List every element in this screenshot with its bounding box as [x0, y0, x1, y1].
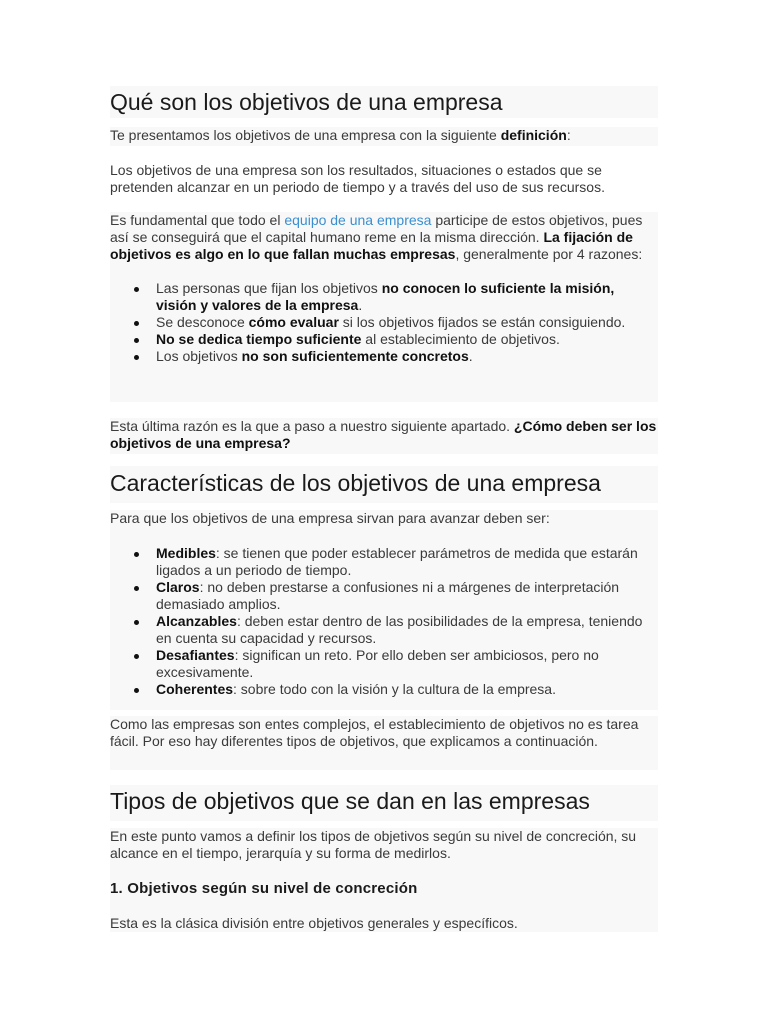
section-1-title-block	[110, 86, 658, 118]
list-item: Claros: no deben prestarse a confusiones ni a márgenes de interpretación demasiado amplios.	[156, 579, 658, 613]
equipo-empresa-link[interactable]: equipo de una empresa	[284, 212, 432, 228]
section-2-closing-block	[110, 716, 658, 770]
section-1-paragraph-2: Es fundamental que todo el equipo de una empresa participe de estos objetivos, pues así se conseguirá que el capital humano reme en la misma dirección. La fijación de objetivos es algo en lo que fallan muchas empresas, generalmente por 4 razones:	[110, 212, 643, 262]
section-1-definition-block	[110, 162, 658, 196]
list-item: Alcanzables: deben estar dentro de las posibilidades de la empresa, teniendo en cuenta su capacidad y recursos.	[156, 613, 658, 647]
section-1-reasons-block	[110, 212, 658, 402]
bullet-icon	[134, 338, 139, 343]
section-3-intro: En este punto vamos a definir los tipos de objetivos según su nivel de concreción, su alcance en el tiempo, jerarquía y su forma de medirlos.	[110, 828, 637, 861]
bullet-icon	[134, 552, 139, 557]
bullet-icon	[134, 586, 139, 591]
bullet-icon	[134, 688, 139, 693]
list-item: Se desconoce cómo evaluar si los objetivos fijados se están consiguiendo.	[156, 314, 658, 331]
section-1-intro-block	[110, 127, 658, 146]
reasons-list	[110, 280, 658, 365]
list-item: No se dedica tiempo suficiente al establecimiento de objetivos.	[156, 331, 658, 348]
bullet-icon	[134, 321, 139, 326]
section-2-intro: Para que los objetivos de una empresa sirvan para avanzar deben ser:	[110, 510, 550, 526]
bullet-icon	[134, 654, 139, 659]
section-1-closing-block	[110, 418, 658, 454]
characteristics-list	[110, 545, 658, 698]
bullet-icon	[134, 355, 139, 360]
section-3-title-block	[110, 785, 658, 821]
list-item: Las personas que fijan los objetivos no conocen lo suficiente la misión, visión y valores de la empresa.	[156, 280, 658, 314]
section-3-body-block	[110, 828, 658, 932]
section-1-definition: Los objetivos de una empresa son los resultados, situaciones o estados que se pretenden alcanzar en un periodo de tiempo y a través del uso de sus recursos.	[110, 162, 605, 195]
section-3-subheading: 1. Objetivos según su nivel de concreción	[110, 880, 418, 897]
section-3-title: Tipos de objetivos que se dan en las empresas	[110, 788, 590, 814]
section-1-title: Qué son los objetivos de una empresa	[110, 89, 503, 115]
section-3-text: Esta es la clásica división entre objetivos generales y específicos.	[110, 915, 518, 931]
section-1-closing: Esta última razón es la que a paso a nuestro siguiente apartado. ¿Cómo deben ser los objetivos de una empresa?	[110, 418, 657, 451]
section-2-list-block	[110, 510, 658, 710]
section-2-closing: Como las empresas son entes complejos, el establecimiento de objetivos no es tarea fácil. Por eso hay diferentes tipos de objetivos, que explicamos a continuación.	[110, 716, 639, 749]
section-1-intro: Te presentamos los objetivos de una empresa con la siguiente definición:	[110, 127, 571, 143]
bullet-icon	[134, 287, 139, 292]
section-2-title-block	[110, 466, 658, 503]
section-2-title: Características de los objetivos de una empresa	[110, 470, 601, 496]
list-item: Desafiantes: significan un reto. Por ello deben ser ambiciosos, pero no excesivamente.	[156, 647, 658, 681]
bullet-icon	[134, 620, 139, 625]
list-item: Medibles: se tienen que poder establecer parámetros de medida que estarán ligados a un periodo de tiempo.	[156, 545, 658, 579]
list-item: Los objetivos no son suficientemente concretos.	[156, 348, 658, 365]
list-item: Coherentes: sobre todo con la visión y la cultura de la empresa.	[156, 681, 658, 698]
